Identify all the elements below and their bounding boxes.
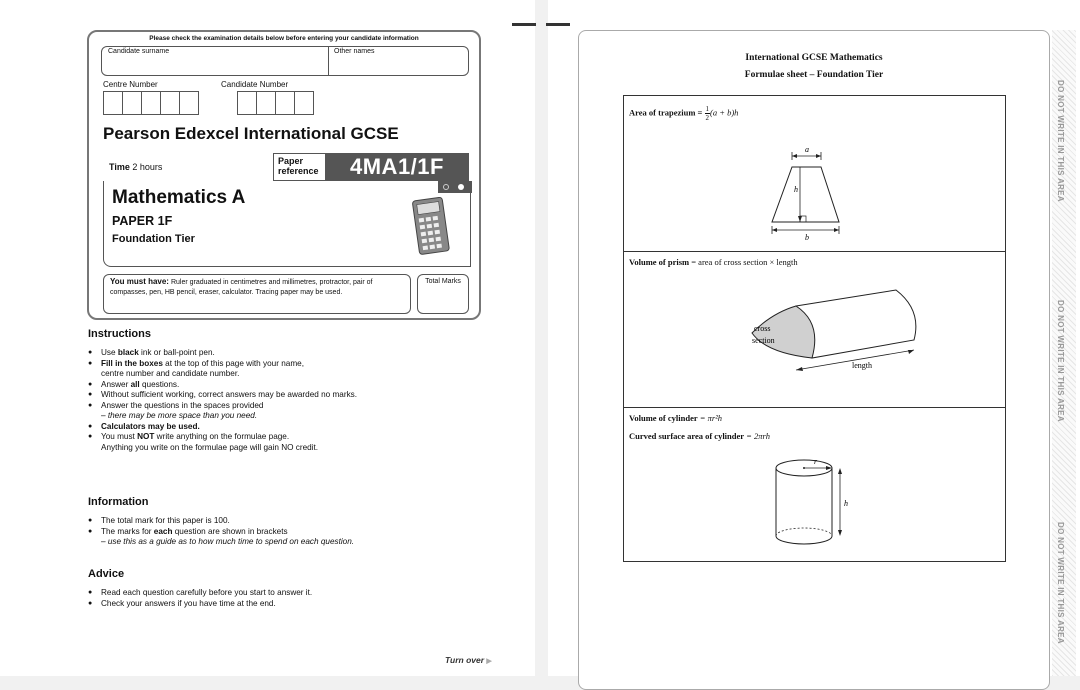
cylinder-curved-formula: Curved surface area of cylinder = 2πrh <box>629 431 770 441</box>
prism-cell <box>624 252 1005 408</box>
surname-label: Candidate surname <box>108 48 170 55</box>
cross-label: cross <box>754 324 771 333</box>
margin-warning: DO NOT WRITE IN THIS AREA <box>1056 522 1065 644</box>
cylinder-cell <box>624 408 1005 563</box>
list-item: ● Without sufficient working, correct answers may be awarded no marks. <box>88 390 357 401</box>
list-item: ● Answer all questions. <box>88 380 357 391</box>
page-separator-mark <box>546 23 570 26</box>
information-heading: Information <box>88 496 149 508</box>
list-item: ● Use black ink or ball-point pen. <box>88 348 357 359</box>
paper-type-indicator <box>438 181 472 193</box>
trapezium-cell <box>624 96 1005 252</box>
trapezium-diagram <box>764 144 854 242</box>
subject-box <box>103 181 471 267</box>
other-names-label: Other names <box>334 48 375 55</box>
candidate-number-label: Candidate Number <box>221 80 289 89</box>
list-item: ● The marks for each question are shown in brackets – use this as a guide as to how much time to spend on each question. <box>88 527 354 548</box>
tier-label: Foundation Tier <box>112 233 195 245</box>
must-have-text: Ruler graduated in centimetres and millimetres, protractor, pair of compasses, pen, HB pencil, eraser, calculator. Tracing paper may be used. <box>110 279 373 296</box>
margin-warning: DO NOT WRITE IN THIS AREA <box>1056 80 1065 202</box>
candidate-number-boxes[interactable] <box>237 91 313 115</box>
advice-list <box>88 588 312 609</box>
turn-over-label: Turn over ▶ <box>445 655 492 665</box>
formulae-table <box>623 95 1006 562</box>
subject-title: Mathematics A <box>112 187 246 208</box>
trapezium-formula: Area of trapezium = $\frac{1}{2}$ (a + b)h <box>629 105 739 122</box>
list-item: ● Calculators may be used. <box>88 422 357 433</box>
total-marks-label: Total Marks <box>425 278 461 285</box>
check-note: Please check the examination details below before entering your candidate information <box>149 35 419 42</box>
list-item: ● Check your answers if you have time at the end. <box>88 599 312 610</box>
must-have-label: You must have: <box>110 277 169 286</box>
list-item: ● Answer the questions in the spaces provided – there may be more space than you need. <box>88 401 357 422</box>
candidate-details-box <box>87 30 481 320</box>
list-item: ● Read each question carefully before you start to answer it. <box>88 588 312 599</box>
triangle-right-icon: ▶ <box>486 658 492 665</box>
paper-number: PAPER 1F <box>112 214 173 228</box>
margin-warning: DO NOT WRITE IN THIS AREA <box>1056 300 1065 422</box>
label-a: a <box>805 145 809 154</box>
name-divider <box>328 47 329 75</box>
centre-number-label: Centre Number <box>103 80 158 89</box>
calculator-icon <box>410 197 450 255</box>
label-b: b <box>805 233 809 242</box>
paper-reference-label: Paper reference <box>273 153 325 181</box>
advice-heading: Advice <box>88 568 125 580</box>
section-label: section <box>752 336 775 345</box>
instructions-heading: Instructions <box>88 328 151 340</box>
label-h: h <box>844 499 848 508</box>
information-list <box>88 516 354 548</box>
instructions-list <box>88 348 357 453</box>
label-h: h <box>794 185 798 194</box>
list-item: ● The total mark for this paper is 100. <box>88 516 354 527</box>
list-item: ● You must NOT write anything on the formulae page. Anything you write on the formulae page will gain NO credit. <box>88 432 357 453</box>
candidate-name-row[interactable] <box>101 46 469 76</box>
exam-board-title: Pearson Edexcel International GCSE <box>103 124 399 143</box>
prism-diagram <box>744 278 944 378</box>
page-separator-mark <box>512 23 536 26</box>
paper-reference-box <box>273 153 469 181</box>
cylinder-volume-formula: Volume of cylinder = πr²h <box>629 413 722 423</box>
formulae-title: International GCSE Mathematics <box>745 53 883 63</box>
formulae-subtitle: Formulae sheet – Foundation Tier <box>744 70 884 80</box>
prism-formula: Volume of prism = area of cross section × length <box>629 257 798 267</box>
total-marks-box <box>417 274 469 314</box>
list-item: ● Fill in the boxes at the top of this page with your name, centre number and candidate number. <box>88 359 357 380</box>
centre-number-boxes[interactable] <box>103 91 198 115</box>
cylinder-diagram <box>764 450 864 554</box>
paper-reference-code: 4MA1/1F <box>325 153 469 181</box>
equipment-box <box>103 274 411 314</box>
length-label: length <box>852 361 872 370</box>
label-r: r <box>814 457 818 466</box>
time-allowed: Time 2 hours <box>109 162 163 172</box>
